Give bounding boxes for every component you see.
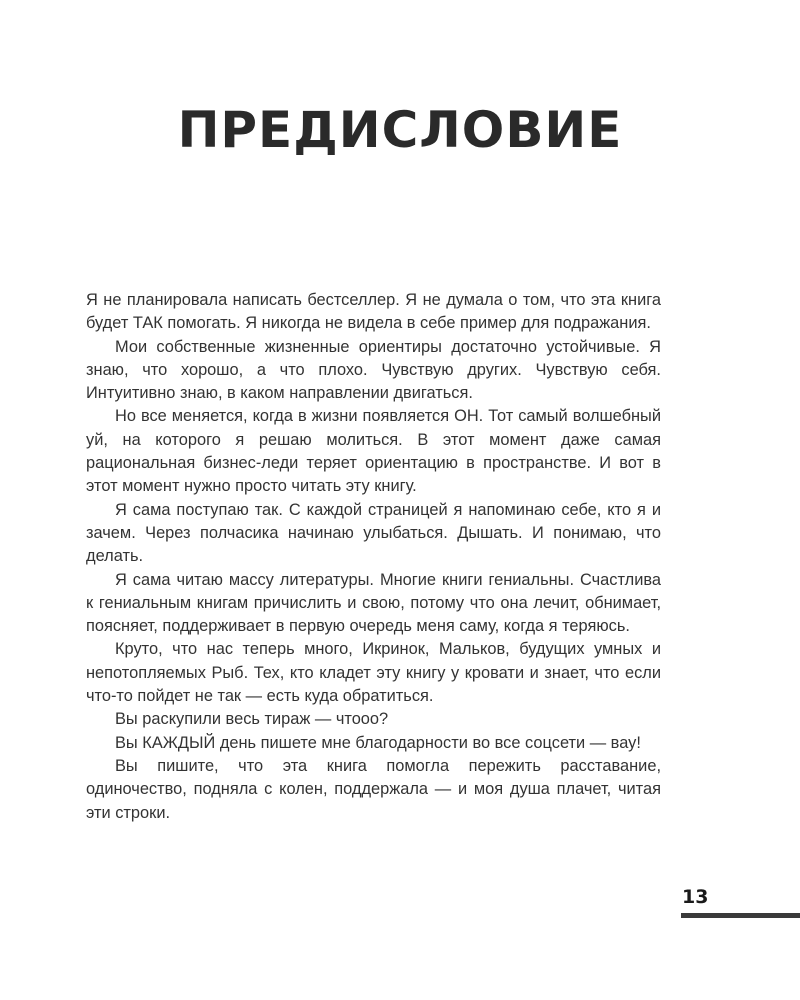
paragraph: Вы КАЖДЫЙ день пишете мне благодарности во все соцсети — вау! xyxy=(115,733,641,752)
chapter-title: ПРЕДИСЛОВИЕ xyxy=(177,101,623,159)
page-number: 13 xyxy=(682,886,709,908)
page-number-rule xyxy=(681,913,800,918)
paragraph: Я не планировала написать бестселлер. Я не думала о том, что эта книга будет ТАК помогать. Я никогда не видела в себе пример для подражания. xyxy=(86,291,661,333)
paragraph: Но все меняется, когда в жизни появляется ОН. Тот самый волшебный уй, на которого я решаю молиться. В этот момент даже самая рациональная бизнес-леди теряет ориентацию в пространстве. И вот в этот момент нужно просто читать эту книгу. xyxy=(86,407,661,496)
paragraph: Вы раскупили весь тираж — чтооо? xyxy=(115,710,389,729)
paragraph: Круто, что нас теперь много, Икринок, Мальков, будущих умных и непотопляемых Рыб. Тех, кто кладет эту книгу у кровати и знает, что если что-то пойдет не так — есть куда обратиться. xyxy=(86,640,661,706)
body-text xyxy=(86,289,661,825)
paragraph: Я сама поступаю так. С каждой страницей я напоминаю себе, кто я и зачем. Через полчасика начинаю улыбаться. Дышать. И понимаю, что делать. xyxy=(86,500,661,566)
paragraph: Вы пишите, что эта книга помогла пережить расставание, одиночество, подняла с колен, поддержала — и моя душа плачет, читая эти строки. xyxy=(86,756,661,822)
paragraph: Я сама читаю массу литературы. Многие книги гениальны. Счастлива к гениальным книгам причислить и свою, потому что она лечит, обнимает, поясняет, поддерживает в первую очередь меня саму, когда я теряюсь. xyxy=(86,570,661,636)
paragraph: Мои собственные жизненные ориентиры достаточно устойчивые. Я знаю, что хорошо, а что плохо. Чувствую других. Чувствую себя. Интуитивно знаю, в каком направлении двигаться. xyxy=(86,337,661,403)
